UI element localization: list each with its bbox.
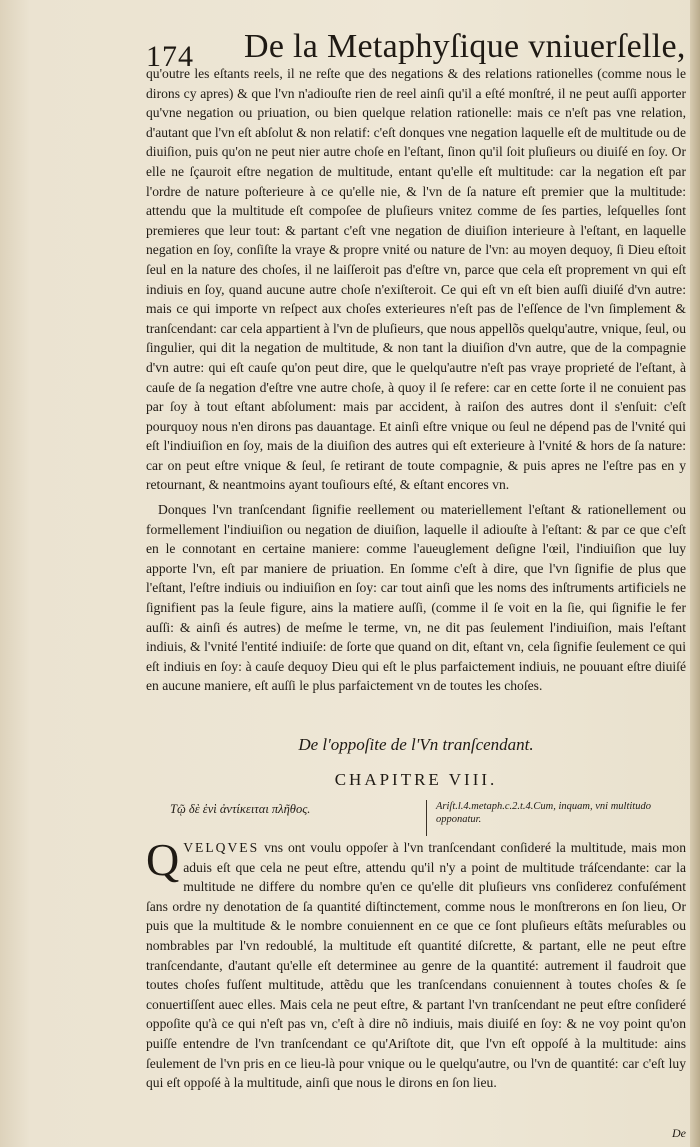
drop-cap-letter: Q (146, 838, 180, 885)
running-title: De la Metaphyſique vniuerſelle, (244, 28, 686, 65)
page-number: 174 (146, 40, 194, 73)
chapter-paragraph (146, 838, 686, 1126)
section-title: De l'oppoſite de l'Vn tranſcendant. (298, 735, 534, 754)
chapter-paragraph-text: vns ont voulu oppoſer à l'vn tranſcendant conſideré la multitude, mais mon aduis eſt que cela ne peut eſtre, attendu qu'il n'y a point de multitude tráſcendante: car la multitude ne differe du nombre qu'en ce qu'elle dit pluſieurs vns conſiderez confuſément ſans ordre ny denotation de ſa quantité diſtinctement, comme nous le monſtrerons en ſon lieu, Or puis que la multitude & le nombre conuiennent en ce que ce ſont pluſieurs eſtãts meſurables ou nombrables par l'vn redoublé, la multitude eſt quantité diſcrette, & partant, elle ne peut eſtre tranſcendante, d'autant qu'elle eſt determinee au genre de la quantité: autrement il faudroit que toutes choſes fuſſent multitude, attẽdu que les tranſcendans conuiennent à toutes choſes & ſe conuertiſſent auec elles. Mais cela ne peut eſtre, & partant l'vn tranſcendant ne peut eſtre conſideré oppoſite qu'à ce qui n'eſt pas vn, c'eſt à dire nõ indiuis, mais diuiſé en ſoy: & ne voy point qu'on puiſſe entendre de l'vn tranſcendant ce qu'Ariſtote dit, que l'vn eſt oppoſé à la multitude: ains ſeulement de l'vn pris en ce lieu-là pour vnique ou le quelqu'autre, ou l'vn de quantité: car c'eſt luy qui eſt oppoſé à la multitude, ainſi que nous le dirons en ſon lieu. (146, 840, 686, 1091)
drop-cap-rest: VELQVES (183, 840, 260, 855)
catchword: De (672, 1126, 686, 1140)
marginal-divider (426, 800, 427, 836)
marginal-note: Ariſt.l.4.metaph.c.2.t.4.Cum, inquam, vni multitudo opponatur. (436, 801, 651, 825)
greek-epigraph: Τῷ δὲ ἑνὶ ἀντίκειται πλῆθος. (170, 802, 311, 816)
page-edge (690, 0, 700, 1147)
body-paragraph-1: qu'outre les eſtants reels, il ne reſte que des negations & des relations rationelles (comme nous le dirons cy apres) & que l'vn n'adiouſte rien de reel ainſi qu'il a eſté monſtré, il ne peut auſſi apporter qu'vne negation ou priuation, ou bien quelque relation rationelle: mais ce n'eſt pas vne relation, d'autant que l'vn eſt abſolut & non relatif: c'eſt donques vne negation laquelle eſt de multitude ou de diuiſion, puis qu'on ne peut nier autre choſe en l'eſtant, ſinon qu'il ſoit pluſieurs ou diuiſé en ſoy. Or elle ne ſçauroit eſtre negation de multitude, entant qu'elle eſt multitude: car la negation eſt par l'ordre de nature poſterieure à ce qu'elle nie, & l'vn de ſa nature eſt premier que la multitude: attendu que la multitude eſt compoſee de pluſieurs vnitez comme de ſes parties, leſquelles ſont premieres que leur tout: & partant c'eſt vne negation de diuiſion interieure à l'eſtant, en laquelle negation en ſoy, conſiſte la vraye & propre vnité ou nature de l'vn: au moyen dequoy, ſi Dieu eſtoit ſeul en la nature des choſes, il ne laiſſeroit pas d'eſtre vn, parce que cela eſt proprement vn qui eſt indiuis en ſoy, quand aucune autre choſe n'exiſteroit. Ce qui eſt vn eſt bien auſſi diuiſé d'vn autre: mais ce qui importe vn reſpect aux choſes exterieures n'eſt pas de l'eſſence de l'vn ſimplement & tranſcendant: car cela appartient à l'vn de pluſieurs, que nous appellõs quelqu'autre, vnique, ſeul, ou ſingulier, qui dit la negation de multitude, & non tant la diuiſion d'vn autre, que de la compagnie d'vn autre: qui eſt cauſe qu'on peut dire, que le quelqu'autre n'eſt pas vraye proprieté de l'eſtant, à cauſe de ſa negation d'eſtre vne autre choſe, à quoy il ſe refere: car en cette ſorte il ne conuient pas par ſoy à tout eſtant abſolument: mais par accident, à raiſon des autres dont il s'enſuit: c'eſt pourquoy nous n'en dirons pas dauantage. Et ainſi eſtre vnique ou ſeul ne dépend pas de l'vnité qui eſt l'indiuiſion en ſoy, mais de la diuiſion des autres qui eſt exterieure à l'vnité & hors de ſa nature: car on peut eſtre vnique & ſeul, ſe retirant de toute compagnie, & puis apres ne l'eſtre pas en y retournant, & neantmoins ayant touſiours eſté, & eſtant encores vn. (146, 66, 686, 493)
chapter-title: CHAPITRE VIII. (334, 770, 498, 789)
body-paragraph-2: Donques l'vn tranſcendant ſignifie reellement ou materiellement l'eſtant & rationellement ou formellement l'indiuiſion ou negation de diuiſion, laquelle il adiouſte à l'eſtant: & par ce que c'eſt en le connotant en certaine maniere: comme l'aueuglement deſigne l'œil, l'indiuiſion que luy apporte l'vn, eſt par maniere de priuation. En ſomme c'eſt à dire, que l'vn ſignifie de plus que l'eſtant, l'eſtre indiuis ou indiuiſion en ſoy: car tout ainſi que les noms des inſtruments artificiels ne ſignifient pas la ſeule figure, ains la matiere auſſi, (comme il ſe voit en la ſie, qui ſignifie le fer auſſi: & ainſi és autres) de meſme le terme, vn, ne dit pas ſeulement l'indiuiſion, mais l'eſtant indiuis, & l'vnité l'entité indiuiſe: de ſorte que quand on dit, eſtant vn, cela ſignifie ſeulement ce qui eſt indiuis en ſoy: à cauſe dequoy Dieu qui eſt le plus parfaictement indiuis, ne pouuant eſtre diuiſé en aucune maniere, eſt auſſi le plus parfaictement vn de toutes les choſes. (146, 502, 686, 694)
